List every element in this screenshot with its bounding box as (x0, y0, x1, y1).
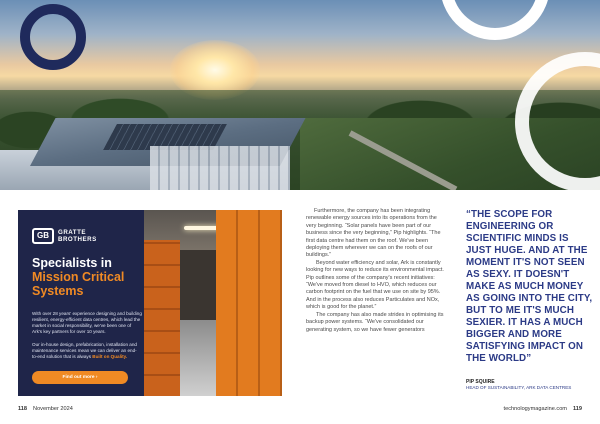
issue-date: November 2024 (33, 406, 73, 412)
gratte-brothers-logo (32, 228, 97, 244)
article-column (306, 208, 446, 398)
navy-ring-decoration (20, 4, 86, 70)
headline-orange-1: Mission Critical (32, 270, 125, 284)
gratte-brothers-advert[interactable] (18, 210, 282, 396)
advert-body-2: Our in-house design, prefabrication, installation and maintenance services mean we can deliver an end-to-end solution that is always Built on Quality. (32, 342, 137, 359)
page-number-right: 119 (572, 406, 582, 412)
brand-line-1: GRATTE (58, 229, 86, 236)
page-number-left: 118 (18, 406, 28, 412)
quote-attribution-role: HEAD OF SUSTAINABILITY, ARK DATA CENTRES (466, 385, 572, 390)
built-on-quality: Built on Quality. (92, 354, 128, 359)
aisle-floor (180, 320, 216, 396)
folio-left (18, 406, 73, 412)
headline-orange-2: Systems (32, 284, 84, 298)
article-paragraph: The company has also made strides in optimising its backup power systems. “We've consolidated our generating system, so we have fewer generators (306, 311, 444, 333)
article-paragraph: Furthermore, the company has been integrating renewable energy sources into its operations from the very beginning. “Solar panels have been part of our business since the very beginning,” Pip highlights. “The first data centre had them on the roof. We've been deploying them wherever we can on the roofs of our buildings.” (306, 208, 441, 259)
gb-logo-icon: GB (32, 228, 54, 244)
headline-white: Specialists in (32, 256, 112, 270)
switchgear-room-photo (144, 210, 282, 396)
find-out-more-button[interactable]: Find out more › (32, 371, 128, 384)
brand-line-2: BROTHERS (58, 236, 97, 243)
folio-right (504, 406, 582, 412)
article-paragraph: Beyond water efficiency and solar, Ark is constantly looking for new ways to reduce its environmental impact. Pip outlines some of the company's recent initiatives: “We've moved from diesel to HVO, which reduces our carbon footprint on the fuel that we use on site by 95%. And in the process also reduces Particulates and NOx, which is good for the planet.” (306, 259, 444, 311)
orange-cabinets-right (216, 210, 282, 396)
pull-quote: “THE SCOPE FOR ENGINEERING OR SCIENTIFIC MINDS IS JUST HUGE. AND AT THE MOMENT IT'S NOT SEEN AS SEXY. IT DOESN'T MAKE AS MUCH MONEY AS GOING INTO THE CITY, BUT TO ME IT'S MUCH SEXIER. IT HAS A MUCH BIGGER AND MORE SATISFYING IMPACT ON THE WORLD” (466, 209, 593, 364)
orange-cabinets-left (144, 240, 180, 396)
magazine-website[interactable]: technologymagazine.com (503, 406, 567, 412)
advert-headline (32, 256, 144, 298)
rooftop-plant (150, 146, 290, 190)
advert-body-1: With over 28 years' experience designing and building resilient, energy-efficient data centres, which lead the market in social responsibility, we've been one of Ark's key partners for over 10 years. (32, 311, 142, 334)
quote-attribution-name: PIP SQUIRE (466, 379, 495, 385)
